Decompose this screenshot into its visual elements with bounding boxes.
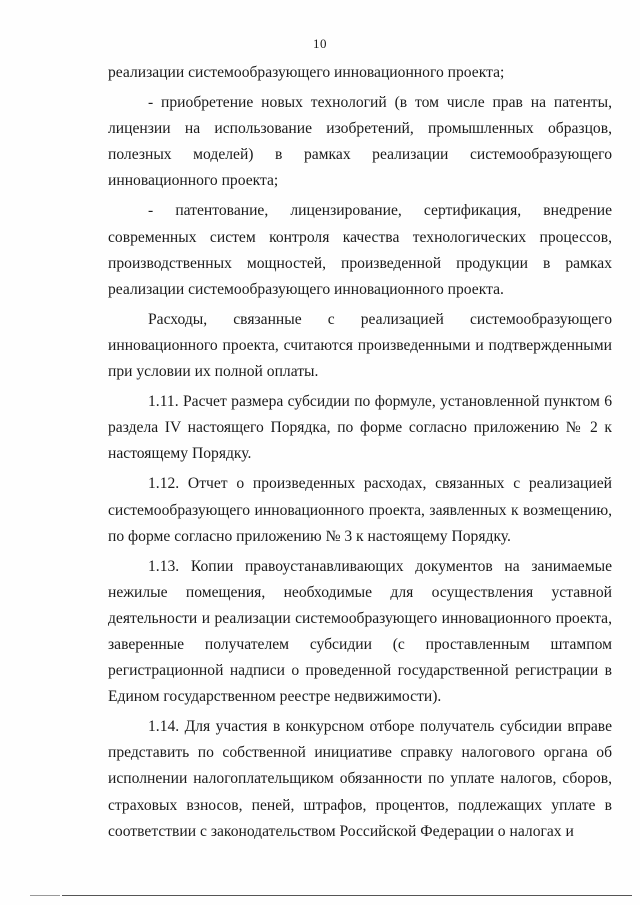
paragraph-list-item-technologies: - приобретение новых технологий (в том числе прав на патенты, лицензии на использование изобретений, промышленных образцов, полезных моделей) в рамках реализации системообразующего инновационного проекта; [108,94,612,190]
paragraph-1-13: 1.13. Копии правоустанавливающих документов на занимаемые нежилые помещения, необходимые для осуществления уставной деятельности и реализации системообразующего инновационного проекта, заверенные получателем субсидии (с проставленным штампом регистрационной надписи о проведенной государственной регистрации в Едином государственном реестре недвижимости). [108,557,612,706]
footer-rule [62,895,632,896]
paragraph-continuation: реализации системообразующего инновационного проекта; [108,64,505,81]
paragraph-1-14: 1.14. Для участия в конкурсном отборе получатель субсидии вправе представить по собственной инициативе справку налогового органа об исполнении налогоплательщиком обязанности по уплате налогов, сборов, страховых взносов, пеней, штрафов, процентов, подлежащих уплате в соответствии с законодательством Российской Федерации о налогах и [108,718,612,840]
paragraph-list-item-patenting: - патентование, лицензирование, сертификация, внедрение современных систем контроля качества технологических процессов, производственных мощностей, произведенной продукции в рамках реализации системообразующего инновационного проекта. [108,202,612,298]
paragraph-1-11: 1.11. Расчет размера субсидии по формуле, установленной пунктом 6 раздела IV настоящего Порядка, по форме согласно приложению № 2 к настоящему Порядку. [108,393,612,463]
paragraph-1-12: 1.12. Отчет о произведенных расходах, связанных с реализацией системообразующего инновационного проекта, заявленных к возмещению, по форме согласно приложению № 3 к настоящему Порядку. [108,475,612,545]
document-body [108,60,612,845]
footer-rule-left [30,895,60,896]
paragraph-expenses: Расходы, связанные с реализацией системообразующего инновационного проекта, считаются произведенными и подтвержденными при условии их полной оплаты. [108,310,612,381]
page-number: 10 [313,36,327,51]
